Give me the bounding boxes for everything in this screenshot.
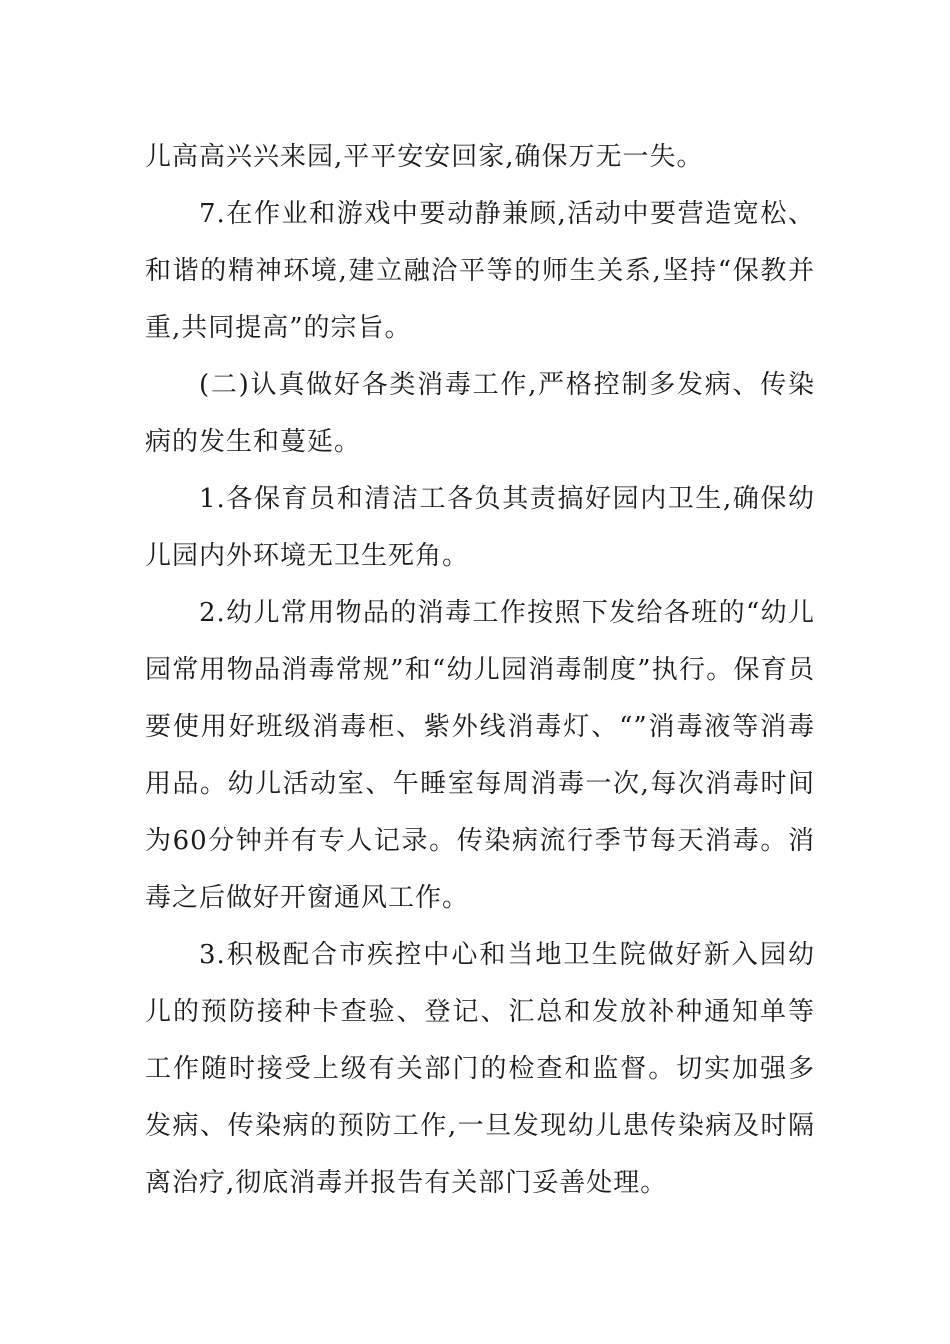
paragraph-item-1: 1.各保育员和清洁工各负其责搞好园内卫生,确保幼儿园内外环境无卫生死角。	[145, 484, 815, 571]
paragraph-section-2-heading: (二)认真做好各类消毒工作,严格控制多发病、传染病的发生和蔓延。	[145, 370, 815, 457]
document-body	[145, 129, 815, 1212]
paragraph-item-3: 3.积极配合市疾控中心和当地卫生院做好新入园幼儿的预防接种卡查验、登记、汇总和发放补种通知单等工作随时接受上级有关部门的检查和监督。切实加强多发病、传染病的预防工作,一旦发现幼儿患传染病及时隔离治疗,彻底消毒并报告有关部门妥善处理。	[145, 940, 815, 1198]
paragraph-item-2: 2.幼儿常用物品的消毒工作按照下发给各班的“幼儿园常用物品消毒常规”和“幼儿园消毒制度”执行。保育员要使用好班级消毒柜、紫外线消毒灯、“”消毒液等消毒用品。幼儿活动室、午睡室每周消毒一次,每次消毒时间为60分钟并有专人记录。传染病流行季节每天消毒。消毒之后做好开窗通风工作。	[145, 598, 815, 913]
paragraph-item-7: 7.在作业和游戏中要动静兼顾,活动中要营造宽松、和谐的精神环境,建立融洽平等的师生关系,坚持“保教并重,共同提高”的宗旨。	[145, 199, 815, 343]
paragraph-continuation: 儿高高兴兴来园,平平安安回家,确保万无一失。	[145, 142, 704, 172]
